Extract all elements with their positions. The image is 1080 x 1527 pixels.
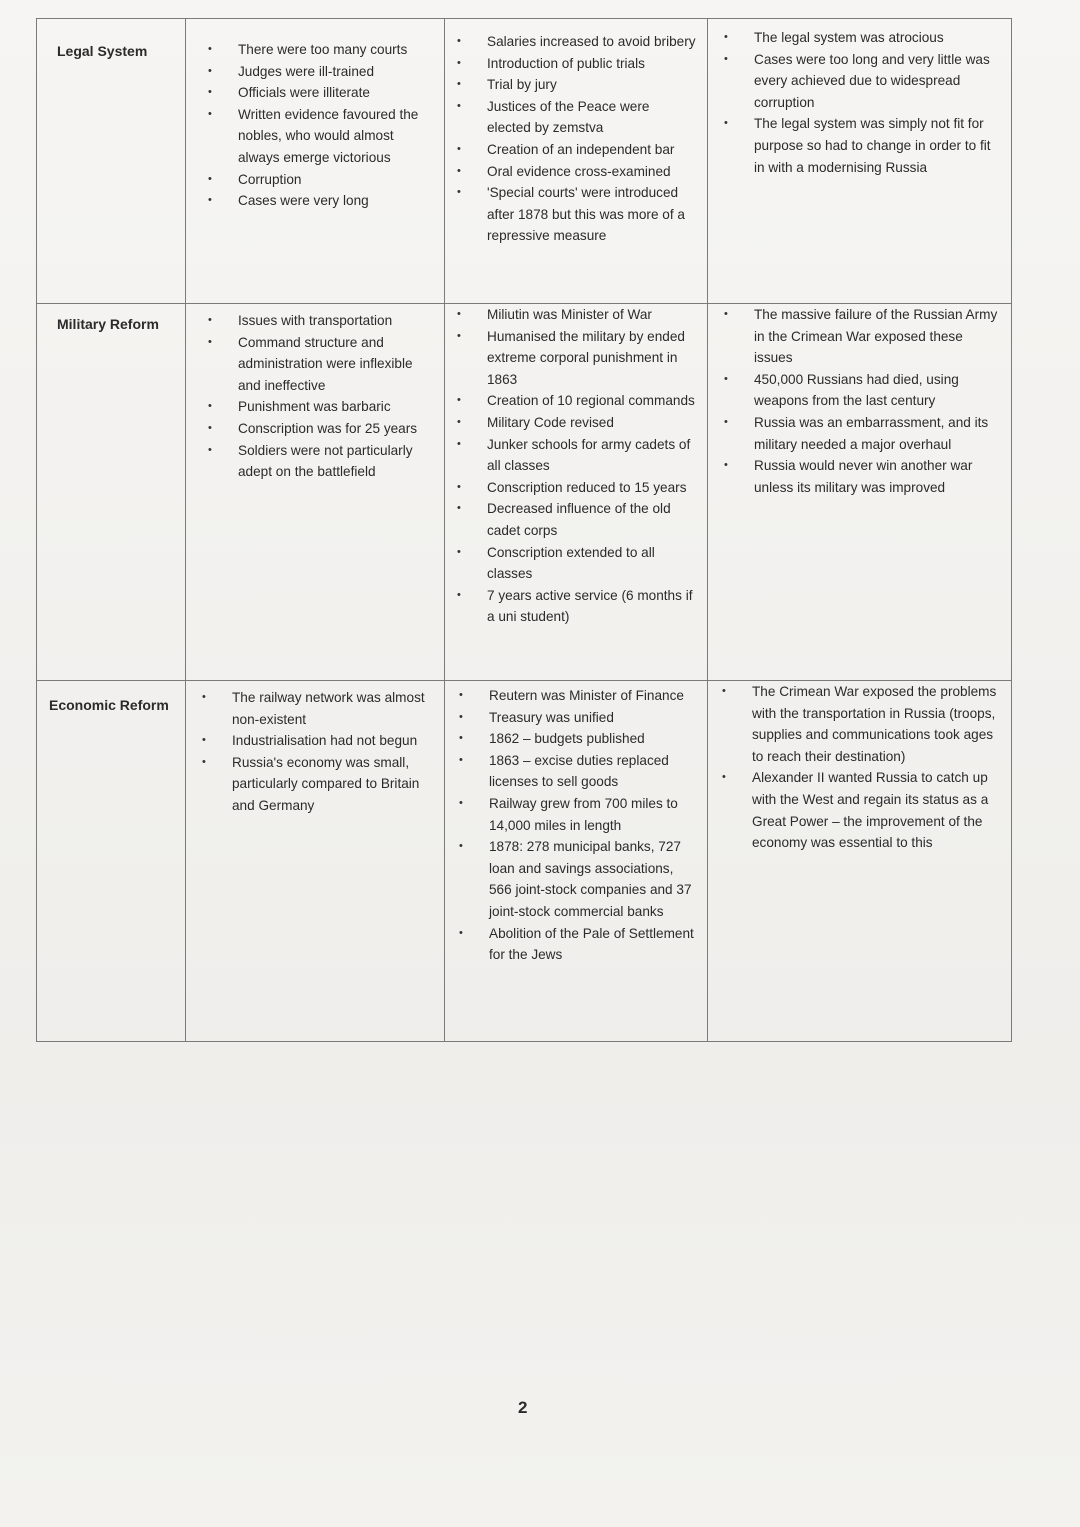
list-item bbox=[724, 412, 999, 455]
bullet-icon: • bbox=[457, 437, 461, 450]
reasons-cell bbox=[708, 681, 1012, 1042]
bullet-list bbox=[445, 304, 707, 628]
list-item-text: The Crimean War exposed the problems with the transportation in Russia (troops, supplies and communications took ages to reach their destination) bbox=[752, 684, 997, 764]
list-item-text: Cases were too long and very little was every achieved due to widespread corruption bbox=[754, 51, 990, 110]
list-item bbox=[208, 310, 436, 332]
list-item bbox=[722, 681, 999, 767]
list-item-text: Military Code revised bbox=[487, 414, 614, 430]
bullet-icon: • bbox=[459, 926, 463, 939]
list-item-text: Creation of 10 regional commands bbox=[487, 393, 695, 409]
bullet-icon: • bbox=[724, 459, 728, 472]
list-item-text: Industrialisation had not begun bbox=[232, 733, 418, 749]
bullet-icon: • bbox=[459, 840, 463, 853]
reasons-cell bbox=[708, 304, 1012, 681]
bullet-list bbox=[708, 304, 1011, 498]
list-item bbox=[457, 326, 697, 391]
list-item bbox=[457, 434, 697, 477]
list-item bbox=[202, 730, 436, 752]
list-item-text: Salaries increased to avoid bribery bbox=[487, 34, 696, 49]
list-item bbox=[457, 53, 697, 75]
list-item bbox=[202, 687, 436, 730]
bullet-icon: • bbox=[457, 186, 461, 199]
list-item-text: 1862 – budgets published bbox=[489, 731, 645, 747]
list-item bbox=[457, 161, 697, 183]
list-item-text: The legal system was atrocious bbox=[754, 30, 944, 45]
bullet-icon: • bbox=[457, 480, 461, 493]
list-item bbox=[208, 169, 436, 191]
list-item bbox=[459, 750, 697, 793]
list-item-text: Trial by jury bbox=[487, 77, 557, 93]
bullet-list bbox=[186, 304, 444, 483]
bullet-icon: • bbox=[457, 35, 461, 47]
list-item-text: Issues with transportation bbox=[238, 313, 393, 328]
list-item bbox=[208, 418, 436, 440]
problems-cell bbox=[186, 19, 445, 304]
bullet-icon: • bbox=[202, 755, 206, 768]
bullet-icon: • bbox=[457, 415, 461, 428]
bullet-icon: • bbox=[459, 710, 463, 723]
problems-cell bbox=[186, 681, 445, 1042]
list-item-text: Oral evidence cross-examined bbox=[487, 163, 671, 179]
list-item-text: Russia would never win another war unless its military was improved bbox=[754, 458, 973, 495]
bullet-list bbox=[708, 681, 1011, 854]
bullet-icon: • bbox=[457, 502, 461, 515]
list-item-text: Railway grew from 700 miles to 14,000 miles in length bbox=[489, 795, 678, 833]
topic-cell bbox=[37, 19, 186, 304]
list-item bbox=[208, 396, 436, 418]
list-item-text: Russia was an embarrassment, and its military needed a major overhaul bbox=[754, 414, 989, 452]
list-item-text: Treasury was unified bbox=[489, 709, 614, 725]
bullet-list bbox=[445, 681, 707, 966]
list-item bbox=[459, 685, 697, 707]
list-item bbox=[459, 923, 697, 966]
reasons-cell bbox=[708, 19, 1012, 304]
bullet-icon: • bbox=[724, 52, 728, 65]
list-item bbox=[459, 793, 697, 836]
topic-label: Economic Reform bbox=[49, 697, 169, 713]
bullet-icon: • bbox=[724, 308, 728, 320]
bullet-icon: • bbox=[208, 314, 212, 326]
bullet-icon: • bbox=[459, 796, 463, 809]
list-item bbox=[724, 27, 999, 49]
economic-reform-row bbox=[37, 681, 1012, 1042]
bullet-icon: • bbox=[208, 400, 212, 413]
list-item bbox=[457, 477, 697, 499]
list-item bbox=[202, 752, 436, 817]
list-item-text: Junker schools for army cadets of all classes bbox=[487, 436, 691, 474]
list-item-text: Conscription was for 25 years bbox=[238, 420, 418, 436]
list-item-text: Judges were ill-trained bbox=[238, 63, 375, 79]
bullet-icon: • bbox=[724, 415, 728, 428]
bullet-icon: • bbox=[459, 753, 463, 766]
list-item bbox=[724, 304, 999, 369]
list-item bbox=[457, 74, 697, 96]
list-item bbox=[457, 585, 697, 628]
list-item bbox=[724, 369, 999, 412]
bullet-icon: • bbox=[208, 86, 212, 99]
bullet-icon: • bbox=[457, 329, 461, 342]
list-item-text: Conscription extended to all classes bbox=[487, 544, 655, 582]
bullet-icon: • bbox=[724, 117, 728, 130]
reforms-cell bbox=[445, 19, 708, 304]
bullet-icon: • bbox=[457, 308, 461, 320]
bullet-icon: • bbox=[202, 734, 206, 747]
list-item-text: 1878: 278 municipal banks, 727 loan and savings associations, 566 joint-stock companies and 37 joint-stock commercial banks bbox=[489, 839, 692, 919]
list-item bbox=[208, 39, 436, 61]
list-item-text: Command structure and administration were inflexible and ineffective bbox=[238, 334, 413, 393]
bullet-icon: • bbox=[208, 43, 212, 55]
list-item-text: Introduction of public trials bbox=[487, 55, 645, 71]
list-item-text: There were too many courts bbox=[238, 42, 408, 57]
bullet-icon: • bbox=[459, 732, 463, 745]
list-item bbox=[208, 332, 436, 397]
list-item bbox=[457, 390, 697, 412]
list-item-text: Humanised the military by ended extreme corporal punishment in 1863 bbox=[487, 328, 685, 387]
bullet-icon: • bbox=[724, 372, 728, 385]
page-number: 2 bbox=[518, 1398, 528, 1417]
list-item bbox=[457, 412, 697, 434]
bullet-icon: • bbox=[724, 31, 728, 43]
list-item-text: Miliutin was Minister of War bbox=[487, 307, 652, 322]
bullet-icon: • bbox=[208, 194, 212, 207]
list-item-text: Officials were illiterate bbox=[238, 85, 370, 101]
list-item bbox=[724, 49, 999, 114]
bullet-icon: • bbox=[457, 394, 461, 407]
list-item-text: Decreased influence of the old cadet corps bbox=[487, 501, 671, 538]
list-item bbox=[724, 113, 999, 178]
bullet-icon: • bbox=[208, 443, 212, 456]
bullet-icon: • bbox=[457, 588, 461, 601]
list-item-text: 7 years active service (6 months if a uni student) bbox=[487, 587, 693, 625]
list-item-text: Punishment was barbaric bbox=[238, 399, 391, 415]
problems-cell bbox=[186, 304, 445, 681]
list-item-text: The railway network was almost non-existent bbox=[232, 690, 425, 727]
list-item bbox=[722, 767, 999, 853]
bullet-icon: • bbox=[722, 771, 726, 784]
legal-system-row bbox=[37, 19, 1012, 304]
list-item-text: 450,000 Russians had died, using weapons from the last century bbox=[754, 371, 959, 409]
military-reform-row bbox=[37, 304, 1012, 681]
list-item-text: Creation of an independent bar bbox=[487, 141, 675, 157]
bullet-icon: • bbox=[457, 99, 461, 112]
list-item-text: Cases were very long bbox=[238, 193, 369, 209]
list-item bbox=[459, 728, 697, 750]
list-item bbox=[457, 542, 697, 585]
bullet-icon: • bbox=[208, 421, 212, 434]
list-item-text: Justices of the Peace were elected by zemstva bbox=[487, 98, 650, 136]
list-item-text: Reutern was Minister of Finance bbox=[489, 688, 684, 703]
list-item-text: 'Special courts' were introduced after 1878 but this was more of a repressive measure bbox=[487, 185, 685, 244]
topic-cell bbox=[37, 304, 186, 681]
list-item bbox=[457, 139, 697, 161]
topic-label: Military Reform bbox=[57, 316, 159, 332]
list-item bbox=[208, 82, 436, 104]
list-item-text: Soldiers were not particularly adept on the battlefield bbox=[238, 442, 413, 480]
bullet-icon: • bbox=[208, 107, 212, 120]
bullet-icon: • bbox=[459, 689, 463, 701]
list-item-text: Abolition of the Pale of Settlement for the Jews bbox=[489, 925, 694, 963]
list-item-text: The massive failure of the Russian Army in the Crimean War exposed these issues bbox=[754, 307, 998, 366]
list-item-text: 1863 – excise duties replaced licenses to sell goods bbox=[489, 752, 669, 790]
reforms-cell bbox=[445, 681, 708, 1042]
bullet-list bbox=[186, 19, 444, 212]
bullet-icon: • bbox=[208, 172, 212, 185]
list-item bbox=[459, 707, 697, 729]
bullet-list bbox=[445, 19, 707, 247]
bullet-list bbox=[186, 681, 444, 817]
reform-table bbox=[36, 18, 1012, 1042]
bullet-icon: • bbox=[202, 691, 206, 703]
list-item bbox=[208, 190, 436, 212]
bullet-icon: • bbox=[208, 335, 212, 348]
list-item bbox=[457, 31, 697, 53]
bullet-icon: • bbox=[457, 164, 461, 177]
list-item bbox=[457, 182, 697, 247]
reforms-cell bbox=[445, 304, 708, 681]
list-item-text: Corruption bbox=[238, 171, 302, 187]
list-item-text: Russia's economy was small, particularly compared to Britain and Germany bbox=[232, 754, 420, 813]
list-item bbox=[457, 96, 697, 139]
list-item bbox=[724, 455, 999, 498]
list-item-text: Alexander II wanted Russia to catch up with the West and regain its status as a Great Power – the improvement of the economy was essential to this bbox=[752, 770, 989, 851]
bullet-icon: • bbox=[457, 78, 461, 91]
bullet-icon: • bbox=[457, 56, 461, 69]
list-item bbox=[457, 304, 697, 326]
list-item bbox=[208, 104, 436, 169]
bullet-icon: • bbox=[208, 64, 212, 77]
list-item bbox=[457, 498, 697, 541]
list-item-text: Conscription reduced to 15 years bbox=[487, 479, 687, 495]
list-item-text: Written evidence favoured the nobles, who would almost always emerge victorious bbox=[238, 106, 419, 165]
list-item-text: The legal system was simply not fit for purpose so had to change in order to fit in with a modernising Russia bbox=[754, 116, 991, 175]
bullet-list bbox=[708, 19, 1011, 178]
bullet-icon: • bbox=[457, 545, 461, 558]
bullet-icon: • bbox=[722, 685, 726, 697]
topic-label: Legal System bbox=[57, 43, 148, 59]
topic-cell bbox=[37, 681, 186, 1042]
list-item bbox=[208, 440, 436, 483]
list-item bbox=[208, 61, 436, 83]
list-item bbox=[459, 836, 697, 922]
bullet-icon: • bbox=[457, 142, 461, 155]
